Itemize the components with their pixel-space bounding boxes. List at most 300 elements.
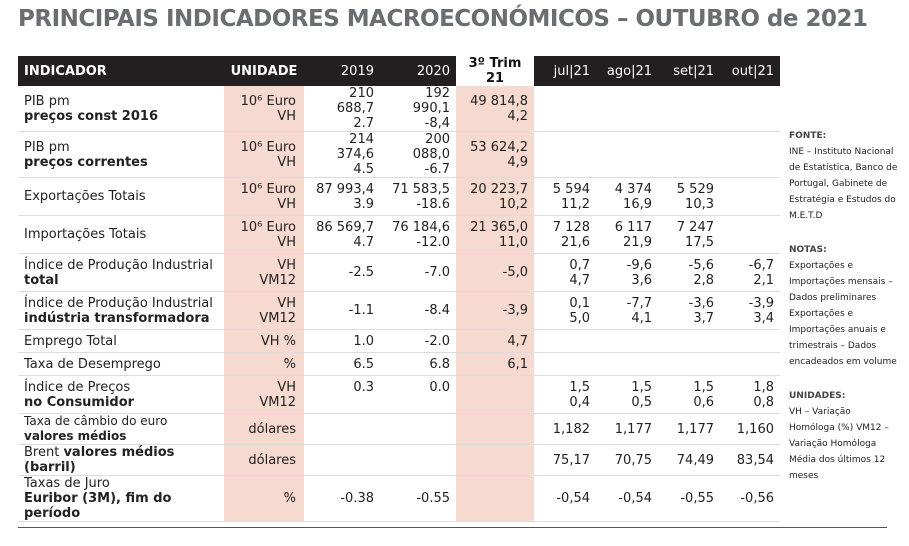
cell-value: 0,6 — [693, 394, 714, 410]
cell-value — [726, 197, 774, 212]
value-cell-ago — [596, 414, 658, 445]
indicator-cell — [18, 86, 224, 132]
value-cell-y2019 — [304, 353, 380, 376]
value-cell-y2020 — [380, 216, 456, 254]
value-cell-out — [720, 330, 780, 353]
fonte-text: INE – Instituto Nacional de Estatística, Banco de Portugal, Gabinete de Estratégia e Estudos do M.E.T.D — [789, 147, 898, 221]
cell-value — [602, 140, 652, 155]
unit-value: VH — [277, 108, 296, 124]
value-cell-y2020 — [380, 254, 456, 292]
value-cell-ago — [596, 376, 658, 414]
unit-cell — [224, 86, 304, 132]
unit-cell — [224, 353, 304, 376]
cell-value: 2,8 — [693, 272, 714, 288]
cell-value — [310, 395, 374, 410]
cell-value — [602, 334, 652, 349]
cell-value: -18.6 — [416, 196, 450, 212]
value-cell-out — [720, 445, 780, 476]
value-cell-y2020 — [380, 445, 456, 476]
indicator-subname: indústria transformadora — [24, 310, 210, 326]
value-cell-y2020 — [380, 330, 456, 353]
indicator-cell — [18, 330, 224, 353]
header-out21: out|21 — [720, 56, 780, 86]
value-cell-y2020 — [380, 476, 456, 522]
value-cell-out — [720, 476, 780, 522]
indicator-subname: valores médios — [24, 429, 127, 443]
cell-value: 75,17 — [552, 452, 590, 468]
indicator-cell — [18, 178, 224, 216]
header-unidade: UNIDADE — [224, 56, 304, 86]
cell-value: 5 594 — [552, 181, 590, 197]
cell-value: 6.8 — [429, 356, 450, 372]
cell-value: 0,7 — [569, 257, 590, 273]
unidades-text: VH – Variação Homóloga (%) VM12 – Variação Homóloga Média dos últimos 12 meses — [789, 407, 889, 481]
cell-value — [664, 357, 714, 372]
unit-cell — [224, 292, 304, 330]
indicator-name: Emprego Total — [24, 333, 117, 349]
unit-cell — [224, 376, 304, 414]
table-row — [18, 178, 780, 216]
cell-value — [602, 109, 652, 124]
indicator-subname: no Consumidor — [24, 394, 135, 410]
indicator-name: Índice de Produção Industrial — [24, 257, 213, 273]
cell-value: 7 247 — [676, 219, 714, 235]
value-cell-ago — [596, 476, 658, 522]
cell-value: -9,6 — [626, 257, 652, 273]
table-row — [18, 86, 780, 132]
cell-value — [540, 155, 590, 170]
value-cell-trim — [456, 414, 534, 445]
cell-value: 7 128 — [552, 219, 590, 235]
value-cell-trim — [456, 353, 534, 376]
cell-value — [726, 109, 774, 124]
cell-value: 76 184,6 — [392, 219, 450, 235]
value-cell-jul — [534, 178, 596, 216]
cell-value — [664, 140, 714, 155]
value-cell-trim — [456, 445, 534, 476]
indicator-name: Importações Totais — [24, 227, 147, 242]
indicator-name: PIB pm — [24, 139, 70, 155]
cell-value: -0,55 — [680, 491, 714, 506]
value-cell-set — [658, 353, 720, 376]
cell-value: 74,49 — [676, 452, 714, 468]
indicator-name: Taxas de Juro — [24, 476, 110, 491]
unit-cell — [224, 330, 304, 353]
cell-value: 21 365,0 — [470, 219, 528, 235]
cell-value — [540, 334, 590, 349]
value-cell-y2019 — [304, 476, 380, 522]
cell-value: 2,1 — [753, 272, 774, 288]
cell-value: 49 814,8 — [470, 93, 528, 109]
cell-value — [310, 422, 374, 437]
unit-value: VH — [277, 257, 296, 273]
value-cell-set — [658, 216, 720, 254]
unit-value: VH — [277, 379, 296, 395]
value-cell-set — [658, 376, 720, 414]
indicator-subname: valores médios (barril) — [24, 445, 175, 475]
table-row — [18, 476, 780, 522]
fonte-title: FONTE: — [789, 131, 827, 141]
cell-value: 21,6 — [561, 234, 590, 250]
value-cell-jul — [534, 216, 596, 254]
value-cell-y2019 — [304, 330, 380, 353]
value-cell-y2020 — [380, 376, 456, 414]
header-indicador: INDICADOR — [18, 56, 224, 86]
cell-value — [726, 334, 774, 349]
notas-title: NOTAS: — [789, 245, 827, 255]
cell-value: 6,1 — [507, 356, 528, 372]
cell-value: 86 569,7 — [316, 219, 374, 235]
cell-value: 1,5 — [693, 379, 714, 395]
value-cell-y2019 — [304, 86, 380, 132]
value-cell-set — [658, 445, 720, 476]
cell-value: -1.1 — [348, 303, 374, 318]
header-jul21: jul|21 — [534, 56, 596, 86]
value-cell-jul — [534, 414, 596, 445]
unit-value: VH — [277, 154, 296, 170]
value-cell-y2019 — [304, 216, 380, 254]
value-cell-set — [658, 86, 720, 132]
table-row — [18, 132, 780, 178]
unit-value: VH — [277, 234, 296, 250]
cell-value — [726, 235, 774, 250]
value-cell-trim — [456, 476, 534, 522]
unit-cell — [224, 476, 304, 522]
cell-value — [726, 140, 774, 155]
value-cell-ago — [596, 353, 658, 376]
cell-value: 70,75 — [614, 452, 652, 468]
unit-value: VH — [277, 295, 296, 311]
cell-value: -0.38 — [340, 491, 374, 506]
cell-value: 6.5 — [353, 356, 374, 372]
cell-value — [664, 94, 714, 109]
header-ago21: ago|21 — [596, 56, 658, 86]
cell-value — [602, 357, 652, 372]
cell-value — [386, 395, 450, 410]
cell-value: 5,0 — [569, 310, 590, 326]
bottom-divider — [18, 527, 887, 528]
unit-cell — [224, 132, 304, 178]
indicator-subname: preços correntes — [24, 154, 148, 170]
value-cell-jul — [534, 86, 596, 132]
value-cell-jul — [534, 353, 596, 376]
cell-value: 1,160 — [736, 421, 774, 437]
cell-value: 4.7 — [353, 234, 374, 250]
indicator-cell — [18, 254, 224, 292]
value-cell-trim — [456, 254, 534, 292]
value-cell-ago — [596, 445, 658, 476]
cell-value: 53 624,2 — [470, 139, 528, 155]
cell-value: 4,7 — [507, 333, 528, 349]
cell-value: 4.5 — [353, 162, 374, 177]
page-title: PRINCIPAIS INDICADORES MACROECONÓMICOS – OUTUBRO de 2021 — [18, 6, 868, 32]
indicator-name: Taxa de Desemprego — [24, 356, 161, 372]
value-cell-ago — [596, 254, 658, 292]
cell-value: -3,9 — [502, 303, 528, 318]
cell-value: 4,7 — [569, 272, 590, 288]
value-cell-jul — [534, 132, 596, 178]
unit-value: dólares — [248, 421, 296, 437]
cell-value: -0,54 — [556, 491, 590, 506]
indicator-name: Índice de Preços — [24, 379, 131, 395]
cell-value: -3,6 — [688, 295, 714, 311]
value-cell-jul — [534, 254, 596, 292]
cell-value — [540, 109, 590, 124]
value-cell-set — [658, 330, 720, 353]
cell-value: 0,5 — [631, 394, 652, 410]
value-cell-out — [720, 178, 780, 216]
cell-value: 4 374 — [614, 181, 652, 197]
value-cell-ago — [596, 132, 658, 178]
value-cell-trim — [456, 216, 534, 254]
table-row — [18, 353, 780, 376]
value-cell-out — [720, 86, 780, 132]
value-cell-y2020 — [380, 86, 456, 132]
cell-value — [540, 94, 590, 109]
cell-value: 21,9 — [623, 234, 652, 250]
cell-value: -0.55 — [416, 491, 450, 506]
cell-value — [726, 155, 774, 170]
value-cell-trim — [456, 178, 534, 216]
value-cell-y2020 — [380, 178, 456, 216]
unit-value: VH — [277, 196, 296, 212]
cell-value: 0,1 — [569, 295, 590, 311]
cell-value: 6 117 — [614, 219, 652, 235]
cell-value: 192 990,1 — [412, 86, 450, 116]
value-cell-trim — [456, 86, 534, 132]
value-cell-ago — [596, 216, 658, 254]
cell-value — [726, 94, 774, 109]
table-row — [18, 292, 780, 330]
unit-value: 10⁶ Euro — [240, 139, 296, 155]
cell-value: 2.7 — [353, 116, 374, 131]
cell-value: 0,8 — [753, 394, 774, 410]
unit-value: % — [283, 491, 296, 506]
value-cell-out — [720, 353, 780, 376]
value-cell-ago — [596, 330, 658, 353]
unit-value: VH % — [260, 333, 296, 349]
cell-value — [462, 453, 528, 468]
cell-value — [462, 380, 528, 395]
value-cell-y2019 — [304, 178, 380, 216]
value-cell-out — [720, 254, 780, 292]
table-row — [18, 216, 780, 254]
cell-value: -8,4 — [424, 116, 450, 131]
indicator-name: Exportações Totais — [24, 189, 146, 204]
cell-value: 3.9 — [353, 196, 374, 212]
cell-value: -7.0 — [424, 265, 450, 280]
header-set21: set|21 — [658, 56, 720, 86]
indicator-cell — [18, 216, 224, 254]
value-cell-out — [720, 376, 780, 414]
cell-value: 87 993,4 — [316, 181, 374, 197]
cell-value: 1,8 — [753, 379, 774, 395]
unit-cell — [224, 216, 304, 254]
cell-value: -2.0 — [424, 333, 450, 349]
value-cell-trim — [456, 132, 534, 178]
cell-value: 0.0 — [429, 379, 450, 395]
header-2019: 2019 — [304, 56, 380, 86]
header-3trim21: 3º Trim 21 — [456, 56, 534, 86]
value-cell-set — [658, 132, 720, 178]
indicators-table — [18, 56, 780, 522]
cell-value — [602, 155, 652, 170]
value-cell-ago — [596, 178, 658, 216]
cell-value: -2.5 — [348, 265, 374, 280]
value-cell-set — [658, 292, 720, 330]
table-row — [18, 376, 780, 414]
notas-text: Exportações e Importações mensais – Dados preliminares Exportações e Importações anuais e trimestrais – Dados encadeados em volume — [789, 261, 897, 367]
cell-value: 10,2 — [499, 196, 528, 212]
table-row — [18, 445, 780, 476]
cell-value — [386, 422, 450, 437]
indicator-subname: total — [24, 272, 59, 288]
value-cell-jul — [534, 476, 596, 522]
cell-value — [462, 422, 528, 437]
cell-value: 20 223,7 — [470, 181, 528, 197]
value-cell-y2019 — [304, 254, 380, 292]
unit-cell — [224, 254, 304, 292]
cell-value: 10,3 — [685, 196, 714, 212]
unit-value: 10⁶ Euro — [240, 181, 296, 197]
cell-value: 1.0 — [353, 333, 374, 349]
unit-cell — [224, 445, 304, 476]
side-notes — [789, 128, 899, 484]
cell-value: -0,56 — [740, 491, 774, 506]
value-cell-out — [720, 292, 780, 330]
cell-value: 0.3 — [353, 379, 374, 395]
value-cell-set — [658, 178, 720, 216]
unidades-title: UNIDADES: — [789, 391, 846, 401]
cell-value: -3,9 — [748, 295, 774, 311]
cell-value: -6.7 — [424, 162, 450, 177]
value-cell-y2019 — [304, 292, 380, 330]
value-cell-out — [720, 132, 780, 178]
indicator-cell — [18, 292, 224, 330]
cell-value — [664, 155, 714, 170]
value-cell-jul — [534, 292, 596, 330]
indicator-cell — [18, 353, 224, 376]
value-cell-out — [720, 216, 780, 254]
cell-value: -5,0 — [502, 265, 528, 280]
unit-value: VM12 — [259, 310, 296, 326]
cell-value: 1,5 — [569, 379, 590, 395]
cell-value: -6,7 — [748, 257, 774, 273]
value-cell-y2020 — [380, 353, 456, 376]
value-cell-y2019 — [304, 376, 380, 414]
unit-cell — [224, 178, 304, 216]
cell-value: 71 583,5 — [392, 181, 450, 197]
indicator-name: Brent — [24, 445, 60, 460]
value-cell-y2020 — [380, 132, 456, 178]
cell-value: -7,7 — [626, 295, 652, 311]
table-row — [18, 330, 780, 353]
indicator-cell — [18, 476, 224, 522]
cell-value: 4,9 — [507, 154, 528, 170]
unit-value: 10⁶ Euro — [240, 93, 296, 109]
cell-value — [310, 453, 374, 468]
unit-value: % — [283, 356, 296, 372]
value-cell-y2020 — [380, 414, 456, 445]
cell-value: 83,54 — [736, 452, 774, 468]
table-row — [18, 254, 780, 292]
cell-value — [664, 109, 714, 124]
cell-value: 4,1 — [631, 310, 652, 326]
cell-value — [540, 140, 590, 155]
table-row — [18, 414, 780, 445]
unit-value: VM12 — [259, 394, 296, 410]
cell-value — [462, 491, 528, 506]
unit-value: dólares — [248, 452, 296, 468]
unit-cell — [224, 414, 304, 445]
cell-value — [726, 357, 774, 372]
value-cell-set — [658, 414, 720, 445]
cell-value: 3,7 — [693, 310, 714, 326]
indicator-cell — [18, 414, 224, 445]
value-cell-y2019 — [304, 445, 380, 476]
cell-value — [386, 453, 450, 468]
cell-value: 210 688,7 — [336, 86, 374, 116]
unit-value: 10⁶ Euro — [240, 219, 296, 235]
value-cell-y2020 — [380, 292, 456, 330]
cell-value: 11,2 — [561, 196, 590, 212]
indicator-subname: Euribor (3M), fim do período — [24, 491, 172, 521]
cell-value: -5,6 — [688, 257, 714, 273]
value-cell-jul — [534, 330, 596, 353]
cell-value: 1,182 — [552, 421, 590, 437]
cell-value: 17,5 — [685, 234, 714, 250]
value-cell-jul — [534, 445, 596, 476]
value-cell-set — [658, 254, 720, 292]
cell-value: 3,6 — [631, 272, 652, 288]
indicator-name: Índice de Produção Industrial — [24, 295, 213, 311]
cell-value: -0,54 — [618, 491, 652, 506]
cell-value: 200 088,0 — [412, 132, 450, 162]
indicator-cell — [18, 132, 224, 178]
cell-value: -8.4 — [424, 303, 450, 318]
cell-value — [462, 395, 528, 410]
cell-value — [540, 357, 590, 372]
value-cell-ago — [596, 86, 658, 132]
cell-value — [726, 220, 774, 235]
value-cell-trim — [456, 330, 534, 353]
cell-value: 16,9 — [623, 196, 652, 212]
cell-value: 1,177 — [676, 421, 714, 437]
value-cell-ago — [596, 292, 658, 330]
cell-value: 1,5 — [631, 379, 652, 395]
unit-value: VM12 — [259, 272, 296, 288]
cell-value: 3,4 — [753, 310, 774, 326]
indicator-name: Taxa de câmbio do euro — [24, 414, 168, 428]
indicator-subname: preços const 2016 — [24, 108, 158, 124]
cell-value: 214 374,6 — [336, 132, 374, 162]
cell-value — [664, 334, 714, 349]
cell-value: 0,4 — [569, 394, 590, 410]
indicator-name: PIB pm — [24, 93, 70, 109]
value-cell-out — [720, 414, 780, 445]
table-header-row — [18, 56, 780, 86]
value-cell-jul — [534, 376, 596, 414]
value-cell-trim — [456, 376, 534, 414]
cell-value: 4,2 — [507, 108, 528, 124]
cell-value: 1,177 — [614, 421, 652, 437]
indicator-cell — [18, 445, 224, 476]
cell-value: -12.0 — [416, 234, 450, 250]
header-2020: 2020 — [380, 56, 456, 86]
value-cell-trim — [456, 292, 534, 330]
value-cell-y2019 — [304, 132, 380, 178]
cell-value — [726, 182, 774, 197]
